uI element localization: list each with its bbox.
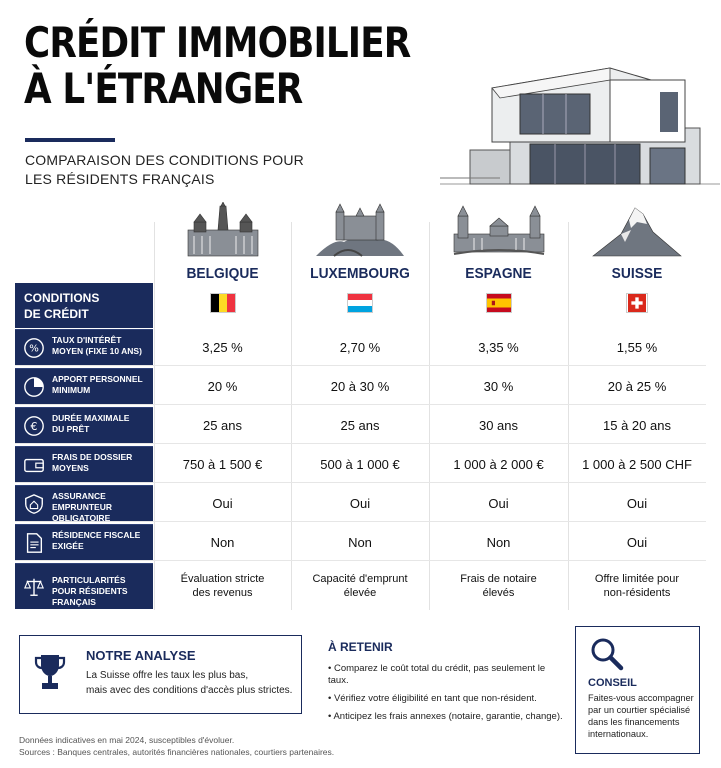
title-underline [25, 138, 115, 142]
table-cell [291, 563, 429, 609]
analysis-title: NOTRE ANALYSE [86, 648, 196, 663]
country-header-espagne [429, 200, 568, 328]
table-cell: 1 000 à 2 500 CHF [582, 456, 692, 472]
table-cell: Oui [488, 495, 509, 511]
matterhorn-icon [591, 202, 683, 258]
table-cell: Oui [626, 534, 648, 550]
title-line-2: À L'ÉTRANGER [24, 64, 303, 113]
row-label-line-2: MINIMUM [52, 385, 91, 395]
row-label-line-2: EXIGÉE [52, 541, 84, 551]
conseil-box [575, 626, 700, 754]
conditions-header-line-2: DE CRÉDIT [24, 307, 89, 321]
row-label-line-1: TAUX D'INTÉRÊT [52, 335, 122, 345]
country-name: LUXEMBOURG [310, 265, 410, 282]
table-row-taux [15, 329, 706, 366]
cell-line: des revenus [192, 587, 253, 599]
table-cell: 30 % [483, 378, 514, 394]
page-subtitle [25, 151, 325, 189]
row-label [15, 485, 153, 521]
table-cell: Non [348, 534, 372, 550]
row-label [15, 563, 153, 609]
document-icon [23, 532, 45, 554]
row-label-line-1: PARTICULARITÉS [52, 575, 126, 585]
row-label [15, 524, 153, 560]
conditions-header [15, 283, 153, 328]
modern-house-illustration [440, 50, 720, 190]
cell-line: non-résidents [603, 587, 671, 599]
row-label-line-1: FRAIS DE DOSSIER [52, 452, 133, 462]
country-name: ESPAGNE [465, 265, 532, 282]
pie-chart-icon [23, 376, 45, 398]
table-cell: Non [210, 534, 235, 550]
table-cell: 1,55 % [616, 339, 658, 355]
table-cell: Oui [349, 495, 371, 511]
comparison-table [15, 200, 706, 610]
svg-text:%: % [29, 343, 39, 355]
row-label-line-1: APPORT PERSONNEL [52, 374, 143, 384]
table-cell: 20 % [207, 378, 238, 394]
magnifier-icon [590, 637, 624, 671]
wallet-icon [23, 454, 45, 476]
cell-line: Capacité d'emprunt [312, 573, 408, 585]
switzerland-flag [626, 293, 648, 313]
conseil-title: CONSEIL [588, 677, 637, 689]
trophy-icon [34, 653, 66, 691]
country-header-belgique [154, 200, 291, 328]
subtitle-line-2: LES RÉSIDENTS FRANÇAIS [25, 171, 215, 187]
retenir-section [328, 640, 568, 729]
page-title [24, 20, 410, 112]
luxembourg-flag [347, 293, 373, 313]
table-cell: 1 000 à 2 000 € [453, 456, 544, 472]
row-label-line-2: MOYEN (FIXE 10 ANS) [52, 346, 142, 356]
table-cell: 25 ans [202, 417, 243, 433]
table-cell: Oui [626, 495, 648, 511]
castle-icon [314, 202, 406, 258]
scales-icon [23, 576, 45, 598]
table-cell: Non [486, 534, 511, 550]
percent-icon [23, 337, 45, 359]
conseil-line-3: dans les financements [588, 717, 680, 727]
row-label [15, 446, 153, 482]
row-label-line-1: ASSURANCE EMPRUNTEUR [52, 491, 112, 512]
table-row-apport [15, 368, 706, 405]
table-cell: 30 ans [478, 417, 519, 433]
cell-line: élevés [482, 587, 515, 599]
cell-line: Offre limitée pour [594, 573, 680, 585]
retenir-title: À RETENIR [328, 640, 393, 654]
belgium-flag [210, 293, 236, 313]
table-cell: 25 ans [340, 417, 380, 433]
footnote-line-2: Sources : Banques centrales, autorités financières nationales, courtiers partenaires. [19, 747, 335, 757]
table-cell: 500 à 1 000 € [320, 456, 400, 472]
analysis-box [19, 635, 302, 714]
conseil-text [588, 692, 696, 740]
country-header-luxembourg [291, 200, 429, 328]
table-cell: Oui [212, 495, 233, 511]
row-label-line-2: MOYENS [52, 463, 89, 473]
table-row-duree [15, 407, 706, 444]
svg-text:€: € [30, 420, 38, 434]
analysis-line-2: mais avec des conditions d'accès plus strictes. [86, 685, 293, 696]
row-label-line-1: DURÉE MAXIMALE [52, 413, 130, 423]
row-label [15, 329, 153, 365]
list-item: • Anticipez les frais annexes (notaire, garantie, change). [328, 711, 568, 723]
row-label-line-2: OBLIGATOIRE [52, 513, 111, 523]
list-item: • Vérifiez votre éligibilité en tant que non-résident. [328, 693, 568, 705]
subtitle-line-1: COMPARAISON DES CONDITIONS POUR [25, 152, 304, 168]
grand-place-icon [182, 202, 264, 258]
row-label [15, 368, 153, 404]
cell-line: Évaluation stricte [180, 573, 265, 585]
table-cell: 3,25 % [202, 339, 243, 355]
row-label [15, 407, 153, 443]
table-cell: 20 à 25 % [607, 378, 667, 394]
table-row-residence [15, 524, 706, 561]
conseil-line-1: Faites-vous accompagner [588, 693, 694, 703]
spain-flag [486, 293, 512, 313]
table-cell: 3,35 % [478, 339, 519, 355]
cell-line: élevée [343, 587, 377, 599]
plaza-icon [450, 202, 548, 258]
table-row-particularites [15, 563, 706, 610]
row-label-line-2: POUR RÉSIDENTS FRANÇAIS [52, 586, 128, 607]
footnote [19, 734, 334, 758]
footnote-line-1: Données indicatives en mai 2024, susceptibles d'évoluer. [19, 735, 235, 745]
conditions-header-line-1: CONDITIONS [24, 291, 100, 305]
row-label-line-1: RÉSIDENCE FISCALE [52, 530, 141, 540]
table-cell: 20 à 30 % [330, 378, 390, 394]
analysis-line-1: La Suisse offre les taux les plus bas, [86, 670, 249, 681]
title-line-1: CRÉDIT IMMOBILIER [24, 18, 411, 67]
list-item: • Comparez le coût total du crédit, pas seulement le taux. [328, 663, 568, 687]
country-name: SUISSE [611, 265, 663, 282]
table-cell [568, 563, 706, 609]
table-cell [429, 563, 568, 609]
row-label-line-2: DU PRÊT [52, 424, 90, 434]
cell-line: Frais de notaire [460, 573, 537, 585]
country-name: BELGIQUE [186, 265, 259, 282]
conseil-line-4: internationaux. [588, 729, 649, 739]
country-header-suisse [568, 200, 706, 328]
euro-icon [23, 415, 45, 437]
table-cell: 15 à 20 ans [603, 417, 671, 433]
table-cell: 750 à 1 500 € [182, 456, 263, 472]
conseil-line-2: par un courtier spécialisé [588, 705, 691, 715]
table-row-frais [15, 446, 706, 483]
table-cell: 2,70 % [339, 339, 381, 355]
table-row-assurance [15, 485, 706, 522]
table-cell [154, 563, 291, 609]
analysis-text [86, 668, 296, 698]
shield-house-icon [23, 493, 45, 515]
